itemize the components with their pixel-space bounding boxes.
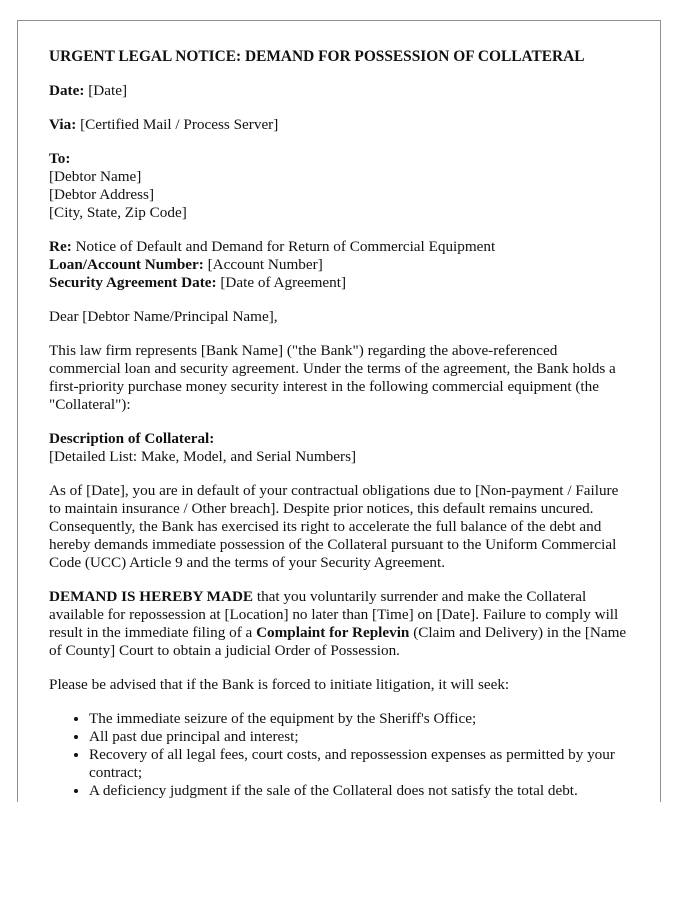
security-agreement-value: [Date of Agreement] [216, 274, 347, 291]
collateral-value: [Detailed List: Make, Model, and Serial Numbers] [49, 448, 357, 465]
reference-block [49, 238, 630, 292]
re-line [49, 238, 630, 256]
debtor-address: [Debtor Address] [49, 186, 155, 203]
re-value: Notice of Default and Demand for Return of Commercial Equipment [71, 238, 496, 255]
collateral-label: Description of Collateral: [49, 430, 215, 447]
document-page [17, 20, 661, 802]
document-body [18, 21, 660, 800]
notice-title: URGENT LEGAL NOTICE: DEMAND FOR POSSESSION OF COLLATERAL [49, 48, 585, 65]
remedies-list [49, 710, 630, 800]
date-value: [Date] [84, 82, 128, 99]
via-line [49, 116, 630, 134]
security-agreement-line [49, 274, 630, 292]
demand-text-2: (Claim and Delivery) in the [Name of County] Court to obtain a judicial Order of Possession. [49, 624, 627, 659]
security-agreement-label: Security Agreement Date: [49, 274, 217, 291]
date-line [49, 82, 630, 100]
list-item: • Recovery of all legal fees, court costs, and repossession expenses as permitted by your contract; [89, 746, 630, 782]
default-paragraph: As of [Date], you are in default of your contractual obligations due to [Non-payment / Failure to maintain insurance / Other breach]. Despite prior notices, this default remains uncured. Consequently, the Bank has exercised its right to accelerate the full balance of the debt and hereby demands immediate possession of the Collateral pursuant to the Uniform Commercial Code (UCC) Article 9 and the terms of your Security Agreement. [49, 482, 619, 571]
via-value: [Certified Mail / Process Server] [76, 116, 279, 133]
loan-line [49, 256, 630, 274]
loan-value: [Account Number] [203, 256, 323, 273]
re-label: Re: [49, 238, 72, 255]
recipient-block [49, 150, 630, 222]
salutation: Dear [Debtor Name/Principal Name], [49, 308, 278, 325]
debtor-name: [Debtor Name] [49, 168, 142, 185]
loan-label: Loan/Account Number: [49, 256, 204, 273]
list-item: • All past due principal and interest; [89, 728, 630, 746]
replevin-term: Complaint for Replevin [256, 624, 410, 641]
date-label: Date: [49, 82, 85, 99]
demand-lead: DEMAND IS HEREBY MADE [49, 588, 254, 605]
intro-paragraph: This law firm represents [Bank Name] ("the Bank") regarding the above-referenced commercial loan and security agreement. Under the terms of the agreement, the Bank holds a first-priority purchase money security interest in the following commercial equipment (the "Collateral"): [49, 342, 616, 413]
demand-text-1: that you voluntarily surrender and make the Collateral available for repossession at [Location] no later than [Time] on [Date]. Failure to comply will result in the immediate filing of a [49, 588, 619, 641]
list-item: • A deficiency judgment if the sale of the Collateral does not satisfy the total debt. [89, 782, 630, 800]
advise-paragraph: Please be advised that if the Bank is forced to initiate litigation, it will seek: [49, 676, 510, 693]
collateral-block [49, 430, 630, 466]
via-label: Via: [49, 116, 77, 133]
demand-paragraph [49, 588, 630, 660]
to-label: To: [49, 150, 71, 167]
debtor-city-state-zip: [City, State, Zip Code] [49, 204, 187, 221]
list-item: • The immediate seizure of the equipment by the Sheriff's Office; [89, 710, 630, 728]
